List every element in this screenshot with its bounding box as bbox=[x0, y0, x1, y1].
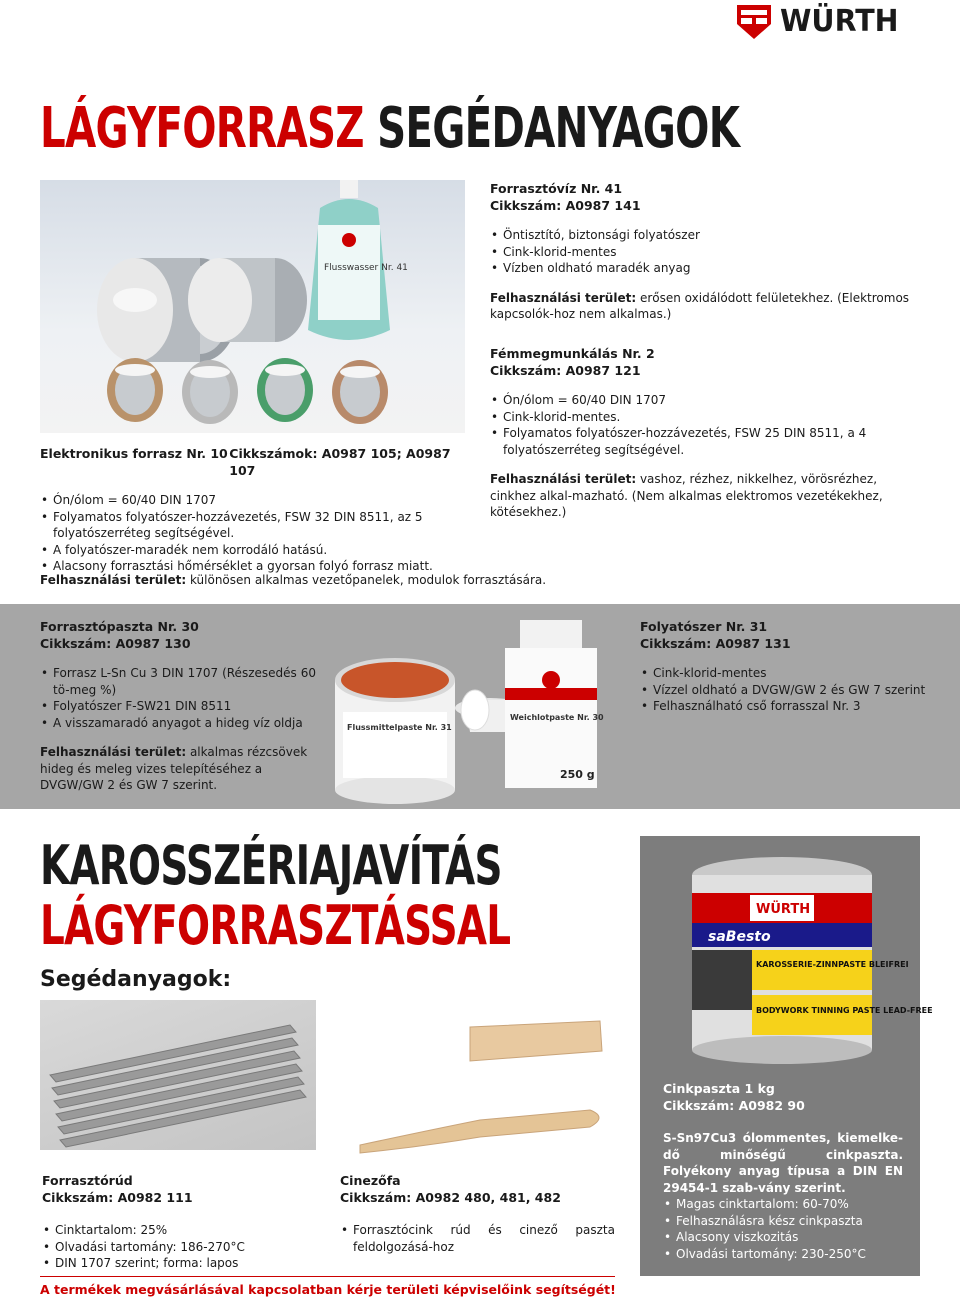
product-code: Cikkszám: A0982 480, 481, 482 bbox=[340, 1190, 561, 1205]
usage-label: Felhasználási terület: bbox=[40, 745, 187, 759]
bottle-label: Flusswasser Nr. 41 bbox=[324, 263, 408, 273]
list-item: • Folyamatos folyatószer-hozzávezetés, FSW 25 DIN 8511, a 4 folyatószerréteg segítségével. bbox=[490, 425, 915, 458]
list-item: • Ón/ólom = 60/40 DIN 1707 bbox=[490, 392, 915, 409]
list-item: • Folyamatos folyatószer-hozzávezetés, FSW 32 DIN 8511, az 5 folyatószerréteg segítségével. bbox=[40, 509, 480, 542]
feature-list bbox=[42, 1222, 318, 1272]
solder-paste-tub bbox=[505, 620, 604, 788]
wurth-logo bbox=[736, 4, 916, 40]
product-metal-2 bbox=[490, 345, 915, 521]
usage-text: erősen oxidálódott felületekhez. (Elektromos kapcsolók-hoz nem alkalmas.) bbox=[490, 290, 910, 321]
product-name: Cinkpaszta 1 kg bbox=[663, 1081, 775, 1096]
list-item: • Cink-klorid-mentes. bbox=[490, 409, 915, 426]
product-paste-30 bbox=[40, 618, 316, 794]
usage-label: Felhasználási terület: bbox=[40, 573, 187, 587]
list-item: • Olvadási tartomány: 186-270°C bbox=[42, 1239, 318, 1256]
list-item: • Folyatószer F-SW21 DIN 8511 bbox=[40, 698, 316, 715]
product-code: Cikkszám: A0982 90 bbox=[663, 1098, 805, 1113]
can-text-de: KAROSSERIE-ZINNPASTE BLEIFREI bbox=[756, 960, 909, 969]
title-part1: LÁGYFORRASZ bbox=[40, 96, 364, 161]
list-item: • Vízzel oldható a DVGW/GW 2 és GW 7 szerint bbox=[640, 682, 930, 699]
feature-list bbox=[640, 665, 930, 715]
list-item: • Forrasztócink rúd és cinező paszta feldolgozásá-hoz bbox=[340, 1222, 615, 1255]
jar-label: Flussmittelpaste Nr. 31 bbox=[347, 723, 452, 732]
list-item: • Olvadási tartomány: 230-250°C bbox=[663, 1246, 903, 1263]
product-name: Forrasztóvíz Nr. 41 bbox=[490, 181, 623, 196]
list-item: • A visszamaradó anyagot a hideg víz oldja bbox=[40, 715, 316, 732]
can-text-en: BODYWORK TINNING PASTE LEAD-FREE bbox=[756, 1006, 933, 1015]
zinc-paste-can-photo bbox=[690, 855, 933, 1065]
usage-paragraph bbox=[40, 572, 640, 589]
list-item: • Felhasználásra kész cinkpaszta bbox=[663, 1213, 903, 1230]
flux-bottle bbox=[308, 180, 408, 340]
section-subtitle: Segédanyagok: bbox=[40, 967, 232, 992]
feature-list bbox=[490, 227, 915, 277]
wooden-spatulas-photo bbox=[340, 1015, 620, 1165]
list-item: • Cinktartalom: 25% bbox=[42, 1222, 318, 1239]
list-item: • Öntisztító, biztonsági folyatószer bbox=[490, 227, 915, 244]
product-code: Cikkszám: A0987 121 bbox=[490, 363, 641, 378]
feature-list bbox=[40, 665, 316, 731]
product-name: Fémmegmunkálás Nr. 2 bbox=[490, 346, 655, 361]
list-item: • Ón/ólom = 60/40 DIN 1707 bbox=[40, 492, 480, 509]
list-item: • Alacsony viszkozitás bbox=[663, 1229, 903, 1246]
usage-text: alkalmas rézcsövek hideg és meleg vizes telepítéséhez a DVGW/GW 2 és GW 7 szerint. bbox=[40, 745, 308, 792]
product-code: Cikkszám: A0987 130 bbox=[40, 636, 191, 651]
title-part2: SEGÉDANYAGOK bbox=[377, 96, 740, 161]
usage-label: Felhasználási terület: bbox=[490, 290, 637, 305]
list-item: • Cink-klorid-mentes bbox=[490, 244, 915, 261]
feature-list bbox=[340, 1222, 615, 1255]
list-item: • Magas cinktartalom: 60-70% bbox=[663, 1196, 903, 1213]
usage-paragraph bbox=[490, 290, 915, 323]
product-name: Forrasztórúd bbox=[42, 1173, 133, 1188]
list-item: • Felhasználható cső forrasszal Nr. 3 bbox=[640, 698, 930, 715]
product-intro: S-Sn97Cu3 ólommentes, kiemelke-dő minőségű cinkpaszta. Folyékony anyag típusa a DIN EN 29454-1 szab-vány szerint. bbox=[663, 1131, 903, 1195]
solder-spool-small-4 bbox=[332, 360, 388, 424]
feature-list bbox=[663, 1196, 903, 1262]
footer-divider bbox=[40, 1276, 615, 1277]
list-item: • Cink-klorid-mentes bbox=[640, 665, 930, 682]
usage-paragraph bbox=[490, 471, 915, 521]
page-title bbox=[40, 98, 739, 160]
solder-spool-medium bbox=[188, 258, 307, 342]
solder-spool-small-3 bbox=[257, 358, 313, 422]
product-name: Cinezőfa bbox=[340, 1173, 401, 1188]
footer-note: A termékek megvásárlásával kapcsolatban kérje területi képviselőink segítségét! bbox=[40, 1282, 616, 1297]
product-spatula bbox=[340, 1172, 615, 1255]
list-item: • DIN 1707 szerint; forma: lapos bbox=[42, 1255, 318, 1272]
solder-spool-small-1 bbox=[107, 358, 163, 422]
solder-products-photo bbox=[40, 180, 465, 433]
section-title-line2: LÁGYFORRASZTÁSSAL bbox=[40, 894, 511, 957]
solder-spool-small-2 bbox=[182, 360, 238, 424]
product-name: Forrasztópaszta Nr. 30 bbox=[40, 619, 199, 634]
usage-text: vashoz, rézhez, nikkelhez, vörösrézhez, cinkhez alkal-mazható. (Nem alkalmas elektromos vezetékekhez, kötésekhez.) bbox=[490, 472, 883, 519]
paste-tubs-photo bbox=[335, 620, 605, 805]
list-item: • Vízben oldható maradék anyag bbox=[490, 260, 915, 277]
usage-paragraph bbox=[40, 744, 316, 794]
spatula-1 bbox=[470, 1021, 602, 1061]
section-title-line1: KAROSSZÉRIAJAVÍTÁS bbox=[40, 834, 502, 897]
solder-rods-photo bbox=[40, 1000, 316, 1150]
wurth-logo-icon bbox=[736, 4, 772, 40]
usage-label: Felhasználási terület: bbox=[490, 472, 637, 486]
brand-name: WÜRTH bbox=[780, 4, 899, 39]
product-flux-31 bbox=[640, 618, 930, 715]
usage-text: különösen alkalmas vezetőpanelek, modulok forrasztására. bbox=[186, 573, 547, 587]
solder-rods bbox=[50, 1025, 306, 1147]
list-item: • Forrasz L-Sn Cu 3 DIN 1707 (Részesedés 60 tö-meg %) bbox=[40, 665, 316, 698]
product-name: Folyatószer Nr. 31 bbox=[640, 619, 768, 634]
product-flux-41 bbox=[490, 180, 915, 323]
list-item: • A folyatószer-maradék nem korrodáló hatású. bbox=[40, 542, 480, 559]
can-brand-logo: WÜRTH bbox=[756, 902, 811, 917]
product-codes: Cikkszámok: A0987 105; A0987 107 bbox=[229, 446, 451, 478]
list-item: • Alacsony forrasztási hőmérséklet a gyorsan folyó forrasz miatt. bbox=[40, 558, 480, 575]
product-name: Elektronikus forrasz Nr. 10 bbox=[40, 446, 228, 461]
flux-paste-jar bbox=[335, 658, 525, 804]
product-code: Cikkszám: A0987 141 bbox=[490, 198, 641, 213]
feature-list bbox=[40, 492, 480, 575]
product-electro-10 bbox=[40, 445, 480, 575]
section-title bbox=[40, 836, 510, 956]
tub-weight: 250 g bbox=[560, 768, 595, 781]
product-zinc-paste bbox=[663, 1080, 903, 1262]
product-code: Cikkszám: A0982 111 bbox=[42, 1190, 193, 1205]
feature-list bbox=[490, 392, 915, 458]
spatula-2 bbox=[360, 1110, 599, 1153]
tub-label: Weichlotpaste Nr. 30 bbox=[510, 713, 604, 722]
can-product-brand: saBesto bbox=[708, 929, 771, 945]
product-code: Cikkszám: A0987 131 bbox=[640, 636, 791, 651]
product-solder-rod bbox=[42, 1172, 318, 1272]
